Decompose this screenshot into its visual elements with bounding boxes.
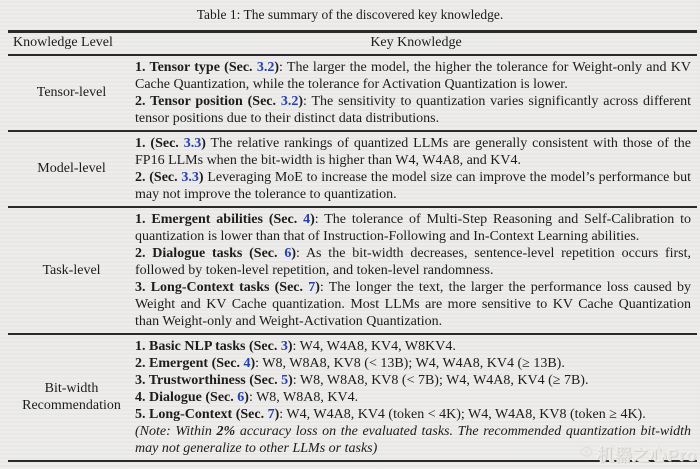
text-segment: 3. Trustworthiness (Sec. xyxy=(135,372,282,388)
key-knowledge-item xyxy=(135,423,691,457)
key-knowledge-item xyxy=(135,372,691,389)
text-segment: 2. Dialogue tasks (Sec. xyxy=(135,245,285,261)
text-segment: ) xyxy=(291,245,297,261)
section-ref-link[interactable]: 6 xyxy=(284,245,292,261)
row-label-model-level: Model-level xyxy=(37,161,106,176)
table-row-task-level xyxy=(8,208,697,333)
section-ref-link[interactable]: 3.2 xyxy=(256,59,275,75)
key-knowledge-item xyxy=(135,355,691,372)
text-segment: : W4, W4A8, KV4, W8KV4. xyxy=(292,338,456,354)
text-segment: 1. Emergent abilities (Sec. xyxy=(135,211,304,227)
text-segment: ) xyxy=(287,338,293,354)
key-knowledge-item xyxy=(135,135,691,169)
key-knowledge-item xyxy=(135,279,691,330)
section-ref-link[interactable]: 3.2 xyxy=(280,93,299,109)
section-ref-link[interactable]: 7 xyxy=(308,279,316,295)
key-knowledge-cell-tensor-level xyxy=(135,56,697,130)
section-ref-link[interactable]: 4 xyxy=(243,355,251,371)
section-ref-link[interactable]: 4 xyxy=(303,211,311,227)
text-segment: 2. (Sec. xyxy=(135,169,182,185)
text-segment: ) xyxy=(288,372,293,388)
section-ref-link[interactable]: 6 xyxy=(237,389,245,405)
text-segment: ) xyxy=(310,211,315,227)
text-segment: 2. Tensor position (Sec. xyxy=(135,93,281,109)
table-header-row xyxy=(8,33,697,54)
text-segment: ) xyxy=(274,406,280,422)
text-segment: : W8, W8A8, KV4. xyxy=(248,389,359,405)
text-segment: ) xyxy=(315,279,320,295)
table-caption: Table 1: The summary of the discovered key knowledge. xyxy=(196,7,504,22)
table-1 xyxy=(8,30,697,462)
text-segment: 4. Dialogue (Sec. xyxy=(135,389,238,405)
text-segment: 3. Long-Context tasks (Sec. xyxy=(135,279,309,295)
section-ref-link[interactable]: 5 xyxy=(281,372,289,388)
key-knowledge-cell-bitwidth-recommendation xyxy=(135,335,697,460)
watermark-text: 机器之心Pro xyxy=(597,446,697,465)
key-knowledge-item xyxy=(135,93,691,127)
key-knowledge-item xyxy=(135,338,691,355)
key-knowledge-item xyxy=(135,169,691,203)
text-segment: 1. Basic NLP tasks (Sec. xyxy=(135,338,281,354)
row-label-task-level: Task-level xyxy=(42,262,101,278)
text-segment: ) xyxy=(250,355,256,371)
header-knowledge-level: Knowledge Level xyxy=(13,34,113,50)
text-segment: The relative rankings of quantized LLMs are generally consistent with those of the FP16 LLMs when the bit-width is higher than W4, W4A8, and KV4. xyxy=(135,135,691,168)
key-knowledge-item xyxy=(135,211,691,245)
text-segment: : W8, W8A8, KV8 (< 13B); W4, W4A8, KV4 (≥ 13B). xyxy=(255,355,565,371)
text-segment: Leveraging MoE to increase the model size can improve the model’s performance but may not improve the tolerance to quantization. xyxy=(135,169,691,202)
key-knowledge-cell-task-level xyxy=(135,208,697,333)
text-segment: : The longer the text, the larger the performance loss caused by Weight and KV Cache quantization. Most LLMs are more sensitive to KV Cache Quantization than Weight-only and Weight-Activation Quantization. xyxy=(135,279,691,329)
text-segment: : As the bit-width decreases, sentence-level repetition occurs first, followed by token-level repetition, and token-level randomness. xyxy=(135,245,691,278)
text-segment: 1. Tensor type (Sec. xyxy=(135,59,257,75)
key-knowledge-item xyxy=(135,245,691,279)
section-ref-link[interactable]: 7 xyxy=(267,406,275,422)
key-knowledge-item xyxy=(135,59,691,93)
text-segment: : W4, W4A8, KV4 (token < 4K); W4, W4A8, KV8 (token ≥ 4K). xyxy=(279,406,646,422)
text-segment: : The sensitivity to quantization varies significantly across different tensor positions due to their distinct data distributions. xyxy=(135,93,691,126)
text-segment: 1. (Sec. xyxy=(135,135,184,151)
text-segment: : W8, W8A8, KV8 (< 7B); W4, W4A8, KV4 (≥ 7B). xyxy=(292,372,589,388)
text-segment: ) xyxy=(201,135,206,151)
text-segment: ) xyxy=(298,93,304,109)
key-knowledge-cell-model-level xyxy=(135,132,697,206)
text-segment: accuracy loss on the evaluated tasks. The recommended quantization bit-width may not generalize to other LLMs or tasks) xyxy=(135,423,691,456)
text-segment: ) xyxy=(198,169,204,185)
table-row-bitwidth-recommendation xyxy=(8,335,697,460)
text-segment: 2% xyxy=(216,423,236,439)
header-key-knowledge: Key Knowledge xyxy=(370,34,462,50)
section-ref-link[interactable]: 3 xyxy=(280,338,288,354)
key-knowledge-item xyxy=(135,406,691,423)
text-segment: ) xyxy=(274,59,279,75)
text-segment: 5. Long-Context (Sec. xyxy=(135,406,268,422)
section-ref-link[interactable]: 3.3 xyxy=(181,169,199,185)
text-segment: : The larger the model, the higher the tolerance for Weight-only and KV Cache Quantization, while the tolerance for Activation Quantization is lower. xyxy=(135,59,691,92)
row-label-tensor-level: Tensor-level xyxy=(36,85,107,100)
table-bottomrule xyxy=(8,460,697,463)
section-ref-link[interactable]: 3.3 xyxy=(183,135,202,151)
text-segment: ) xyxy=(244,389,249,405)
table-row-tensor-level xyxy=(8,56,697,130)
row-label-bitwidth-recommendation: Bit-width Recommendation xyxy=(22,381,121,413)
key-knowledge-item xyxy=(135,389,691,406)
text-segment: : The tolerance of Multi-Step Reasoning and Self-Calibration to quantization is lower than that of Instruction-Following and In-Context Learning abilities. xyxy=(135,211,692,244)
text-segment: 2. Emergent (Sec. xyxy=(135,355,244,371)
table-row-model-level xyxy=(8,132,697,206)
text-segment: (Note: Within xyxy=(135,423,217,439)
